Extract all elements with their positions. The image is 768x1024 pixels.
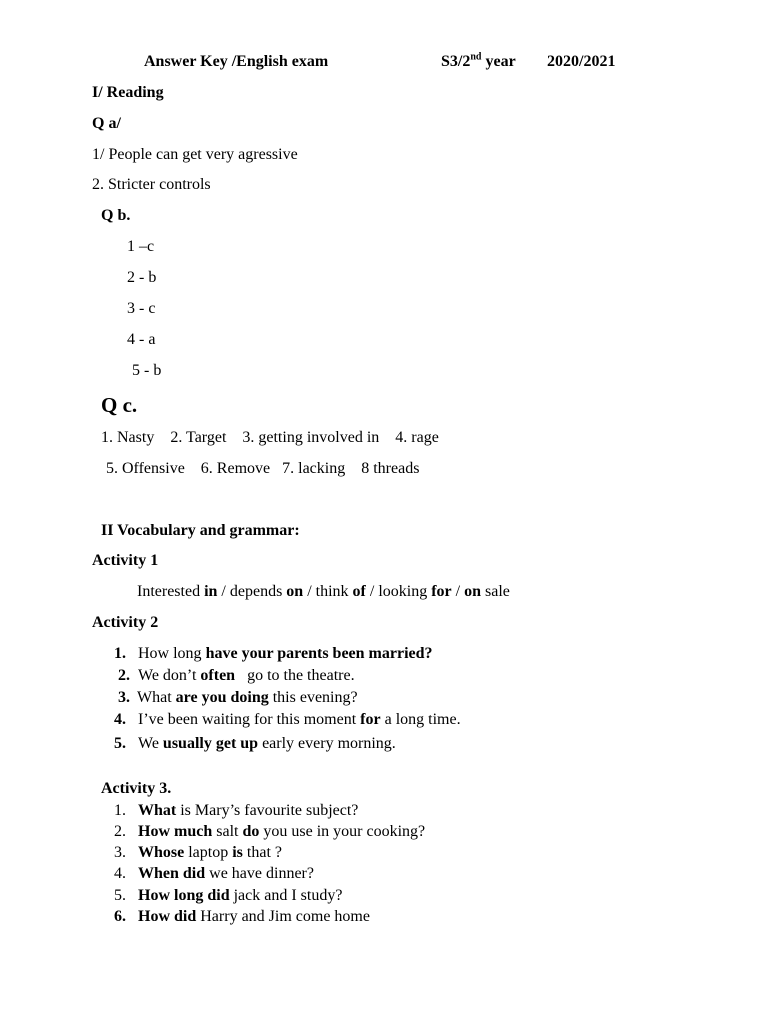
activity2-item-number: 2. [118, 667, 130, 684]
answer-text: / depends [217, 583, 287, 600]
activity2-item-number: 3. [118, 689, 130, 706]
answer-text: jack and I study? [229, 887, 343, 904]
activity1-label: Activity 1 [92, 552, 159, 569]
answer-keyword: How did [138, 908, 197, 925]
answer-keyword: How long did [138, 887, 230, 904]
class-superscript: nd [470, 51, 482, 63]
activity3-item [138, 907, 370, 927]
activity3-item [138, 886, 342, 906]
activity3-item [138, 864, 314, 884]
answer-text: / looking [365, 583, 432, 600]
qc-label: Q c. [101, 393, 138, 417]
activity3-item-number: 5. [114, 887, 126, 904]
answer-keyword: often [200, 667, 236, 684]
class-suffix: year [481, 53, 516, 70]
activity3-item-number: 4. [114, 865, 126, 882]
qa-answer: 1/ People can get very agressive [92, 146, 298, 163]
qb-answer: 4 - a [127, 331, 156, 348]
qb-answer: 3 - c [127, 300, 156, 317]
answer-keyword: for [360, 711, 381, 728]
qc-answers-line-2: 5. Offensive 6. Remove 7. lacking 8 threads [106, 460, 420, 477]
activity2-item [138, 644, 433, 664]
qa-answer: 2. Stricter controls [92, 176, 211, 193]
activity3-item [138, 801, 358, 821]
vocab-heading: II Vocabulary and grammar: [101, 522, 300, 539]
qc-answers-line-1: 1. Nasty 2. Target 3. getting involved in 4. rage [101, 429, 439, 446]
class-level [441, 52, 516, 72]
activity2-item [138, 666, 355, 686]
answer-keyword: have your parents been married? [205, 645, 433, 662]
answer-text: early every morning. [258, 735, 396, 752]
activity2-item-number: 1. [114, 645, 126, 662]
answer-text: Harry and Jim come home [196, 908, 370, 925]
answer-keyword: for [431, 583, 452, 600]
activity2-item-number: 5. [114, 735, 126, 752]
activity2-item-number: 4. [114, 711, 126, 728]
answer-keyword: in [204, 583, 218, 600]
answer-text: a long time. [380, 711, 461, 728]
class-prefix: S3/2 [441, 53, 471, 70]
activity2-item [138, 734, 396, 754]
answer-text: / think [303, 583, 353, 600]
activity3-label: Activity 3. [101, 780, 172, 797]
answer-text: What [137, 689, 176, 706]
answer-keyword: When did [138, 865, 206, 882]
qb-label: Q b. [101, 207, 131, 224]
answer-keyword: is [232, 844, 243, 861]
answer-text: sale [481, 583, 510, 600]
reading-heading: I/ Reading [92, 84, 164, 101]
answer-keyword: How much [138, 823, 213, 840]
answer-keyword: on [286, 583, 304, 600]
answer-text: go to the theatre. [235, 667, 355, 684]
answer-text: this evening? [268, 689, 358, 706]
activity3-item-number: 6. [114, 908, 126, 925]
activity3-item [138, 843, 282, 863]
answer-text: I’ve been waiting for this moment [138, 711, 361, 728]
activity1-answer [137, 582, 510, 602]
answer-keyword: on [464, 583, 482, 600]
answer-keyword: usually get up [162, 735, 259, 752]
qb-answer: 5 - b [132, 362, 162, 379]
answer-keyword: What [138, 802, 177, 819]
answer-text: We [138, 735, 163, 752]
qb-answer: 1 –c [127, 238, 155, 255]
activity3-item-number: 2. [114, 823, 126, 840]
activity2-item [137, 688, 358, 708]
answer-text: that ? [242, 844, 282, 861]
answer-keyword: Whose [138, 844, 185, 861]
answer-text: salt [212, 823, 243, 840]
answer-text: you use in your cooking? [259, 823, 426, 840]
answer-text: Interested [137, 583, 205, 600]
answer-text: We don’t [138, 667, 201, 684]
page-title: Answer Key /English exam [144, 53, 329, 70]
answer-keyword: do [242, 823, 260, 840]
activity3-item-number: 3. [114, 844, 126, 861]
answer-text: is Mary’s favourite subject? [176, 802, 359, 819]
answer-keyword: of [352, 583, 366, 600]
activity3-item-number: 1. [114, 802, 126, 819]
answer-keyword: are you doing [175, 689, 269, 706]
answer-text: laptop [184, 844, 233, 861]
activity2-label: Activity 2 [92, 614, 159, 631]
answer-text: / [451, 583, 465, 600]
school-year: 2020/2021 [547, 53, 616, 70]
qb-answer: 2 - b [127, 269, 157, 286]
activity2-item [138, 710, 461, 730]
qa-label: Q a/ [92, 115, 121, 132]
answer-text: How long [138, 645, 206, 662]
answer-text: we have dinner? [205, 865, 314, 882]
activity3-item [138, 822, 425, 842]
